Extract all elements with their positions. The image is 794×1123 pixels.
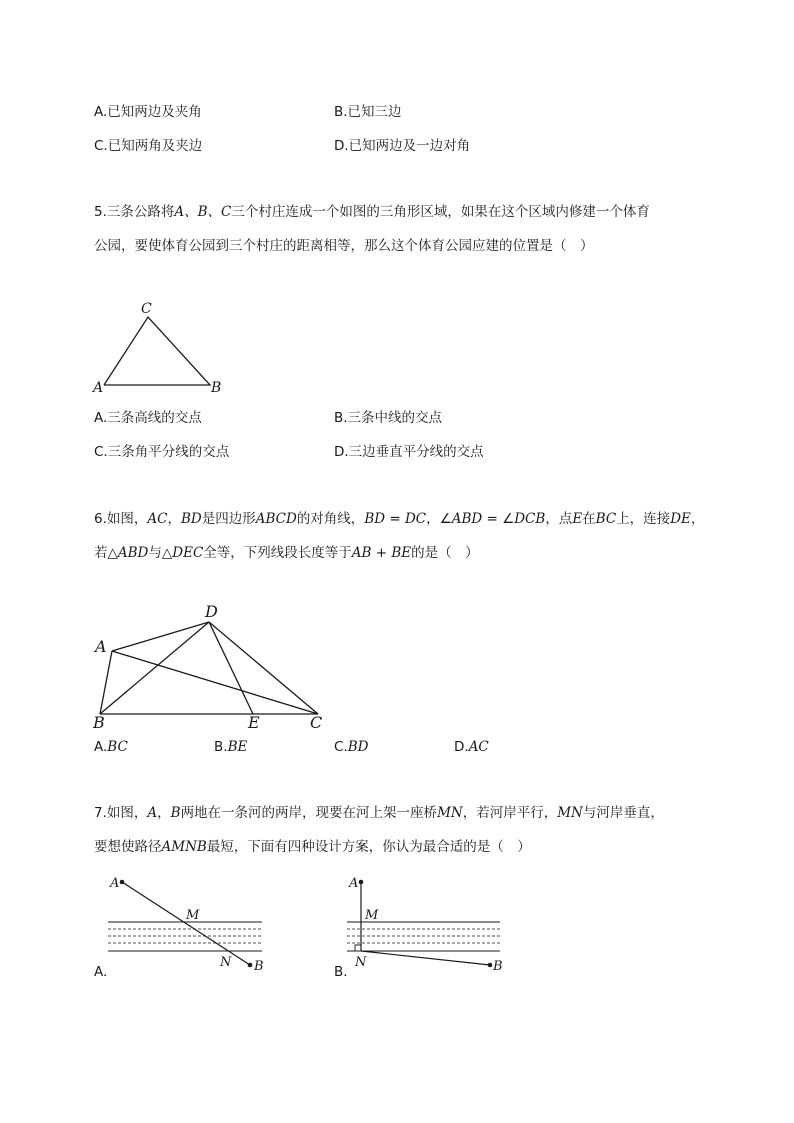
q7b-label-a: A bbox=[349, 876, 359, 891]
stem-segment: BD bbox=[180, 511, 202, 527]
stem-segment: 的对角线， bbox=[296, 511, 365, 527]
stem-segment: + bbox=[371, 545, 392, 561]
q7a-label-a: A bbox=[110, 876, 120, 891]
stem-segment: = bbox=[385, 511, 405, 527]
stem-segment: 与△ bbox=[148, 545, 173, 561]
q5-option-b[interactable]: B.三条中线的交点 bbox=[334, 410, 443, 426]
q7a-label-m: M bbox=[186, 908, 200, 923]
q6-label-e: E bbox=[248, 713, 260, 732]
stem-segment: ABD bbox=[451, 511, 483, 527]
stem-segment: BE bbox=[391, 545, 412, 561]
q5-option-d[interactable]: D.三边垂直平分线的交点 bbox=[334, 444, 484, 460]
stem-segment: ABD bbox=[117, 545, 149, 561]
stem-segment: A bbox=[147, 805, 158, 821]
q7a-label-b: B bbox=[254, 959, 264, 974]
q5-stem-suffix: 三个村庄连成一个如图的三角形区域，如果在这个区域内修建一个体育 bbox=[231, 204, 650, 220]
stem-segment: AB bbox=[351, 545, 372, 561]
stem-segment: 全等，下列线段长度等于 bbox=[203, 545, 352, 561]
stem-segment: MN bbox=[437, 805, 463, 821]
q7-option-b[interactable]: B. bbox=[334, 964, 348, 980]
stem-segment: ， bbox=[167, 511, 181, 527]
q7b-label-b: B bbox=[493, 959, 503, 974]
q6-label-a: A bbox=[95, 637, 107, 656]
stem-segment: ， bbox=[690, 511, 705, 527]
stem-segment: 两地在一条河的两岸，现要在河上架一座桥 bbox=[180, 805, 438, 821]
q7b-label-n: N bbox=[355, 955, 367, 970]
stem-segment: DCB bbox=[514, 511, 546, 527]
q5-option-c[interactable]: C.三条角平分线的交点 bbox=[94, 444, 230, 460]
q5-option-a[interactable]: A.三条高线的交点 bbox=[94, 410, 202, 426]
q6-label-b: B bbox=[93, 713, 105, 732]
q4-option-c[interactable]: C.已知两角及夹边 bbox=[94, 138, 203, 154]
stem-segment: DEC bbox=[172, 545, 204, 561]
q7b-label-m: M bbox=[365, 908, 379, 923]
q6-option-d-prefix: D. bbox=[454, 739, 469, 755]
stem-segment: ，∠ bbox=[426, 511, 452, 527]
stem-segment: = ∠ bbox=[482, 511, 515, 527]
q4-option-b[interactable]: B.已知三边 bbox=[334, 104, 402, 120]
stem-segment: 若△ bbox=[94, 545, 118, 561]
stem-segment: AC bbox=[147, 511, 168, 527]
q4-option-a[interactable]: A.已知两边及夹角 bbox=[94, 104, 202, 120]
stem-segment: DC bbox=[404, 511, 427, 527]
stem-segment: 的是（ ） bbox=[411, 545, 479, 561]
stem-segment: B bbox=[170, 805, 181, 821]
stem-segment: ， bbox=[157, 805, 171, 821]
q6-label-d: D bbox=[205, 602, 218, 621]
stem-segment: 要想使路径 bbox=[94, 839, 162, 855]
stem-segment: AMNB bbox=[161, 839, 207, 855]
stem-segment: 7.如图， bbox=[94, 805, 148, 821]
stem-segment: 6.如图， bbox=[94, 511, 148, 527]
stem-segment: 在 bbox=[582, 511, 596, 527]
stem-segment: MN bbox=[557, 805, 583, 821]
q6-option-c-prefix: C. bbox=[334, 739, 348, 755]
stem-segment: ，若河岸平行， bbox=[462, 805, 558, 821]
q6-option-b-value: BE bbox=[227, 739, 248, 755]
stem-segment: ，点 bbox=[545, 511, 573, 527]
q7-option-a[interactable]: A. bbox=[94, 964, 108, 980]
stem-segment: 是四边形 bbox=[201, 511, 256, 527]
q6-option-a-prefix: A. bbox=[94, 739, 108, 755]
stem-segment: BC bbox=[595, 511, 617, 527]
q7b-point-b bbox=[488, 963, 493, 968]
q6-label-c: C bbox=[310, 713, 323, 732]
q5-stem-line2: 公园，要使体育公园到三个村庄的距离相等，那么这个体育公园应建的位置是（ ） bbox=[94, 238, 594, 254]
stem-segment: E bbox=[572, 511, 583, 527]
q5-stem-prefix: 5.三条公路将 bbox=[94, 204, 175, 220]
q5-label-b: B bbox=[211, 380, 222, 396]
stem-segment: DE bbox=[670, 511, 691, 527]
q6-option-c-value: BD bbox=[347, 739, 369, 755]
q7a-label-n: N bbox=[220, 955, 232, 970]
q5-stem-vars: A、B、C bbox=[174, 204, 232, 220]
q5-label-a: A bbox=[93, 380, 104, 396]
q6-option-a-value: BC bbox=[107, 739, 128, 755]
stem-segment: BD bbox=[364, 511, 386, 527]
q7b-path-nb bbox=[361, 951, 490, 965]
stem-segment: 上，连接 bbox=[616, 511, 671, 527]
q5-label-c: C bbox=[141, 301, 152, 317]
q7b-right-angle-mark bbox=[355, 945, 361, 951]
q6-option-b-prefix: B. bbox=[214, 739, 228, 755]
stem-segment: ABCD bbox=[255, 511, 297, 527]
q7b-point-a bbox=[359, 880, 364, 885]
stem-segment: 最短，下面有四种设计方案，你认为最合适的是（ ） bbox=[206, 839, 531, 855]
q6-option-d-value: AC bbox=[468, 739, 489, 755]
stem-segment: 与河岸垂直， bbox=[582, 805, 664, 821]
q4-option-d[interactable]: D.已知两边及一边对角 bbox=[334, 138, 471, 154]
